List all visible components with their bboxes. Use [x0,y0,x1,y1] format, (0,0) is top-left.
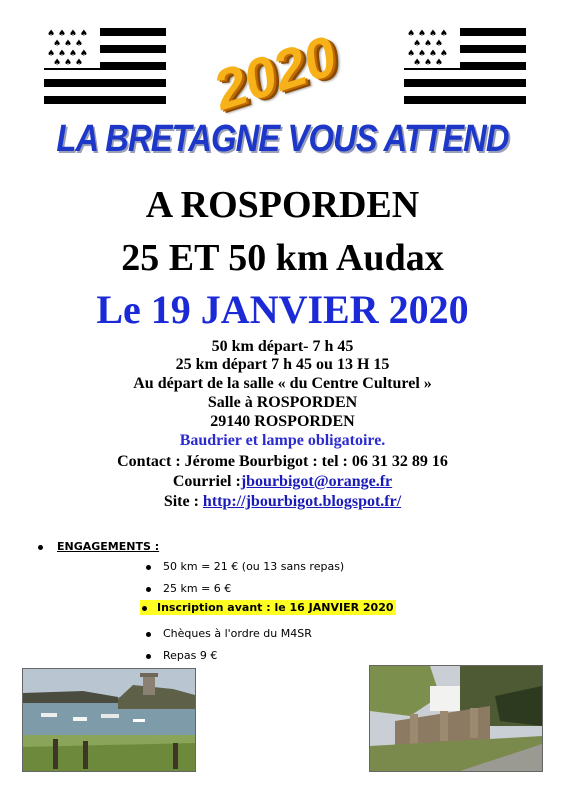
date-line: Le 19 JANVIER 2020 [96,287,469,332]
ermine-canton: ♠ ♠ ♠ ♠ ♠ ♠ ♠ ♠ ♠ ♠ ♠ ♠ ♠ ♠ [44,28,100,68]
site-prefix: Site : [163,493,203,510]
email-line [0,473,565,491]
email-prefix: Courriel : [172,473,241,490]
list-item: Repas 9 € [146,649,217,662]
bullet-icon [146,565,151,570]
engagements-heading: ENGAGEMENTS : [38,540,159,553]
breton-flag-right [404,28,526,104]
equipment-note: Baudrier et lampe obligatoire. [179,432,386,449]
list-item: 25 km = 6 € [146,582,231,595]
headline: LA BRETAGNE VOUS ATTEND [56,118,509,160]
depart-50: 50 km départ- 7 h 45 [211,338,354,355]
list-item: Chèques à l'ordre du M4SR [146,627,312,640]
salle: Salle à ROSPORDEN [207,394,358,411]
venue: Au départ de la salle « du Centre Culturel » [133,375,432,392]
location-line: A ROSPORDEN [145,184,420,226]
bullet-icon [142,606,147,611]
breton-flag-left [44,28,166,104]
bullet-icon [146,587,151,592]
email-link[interactable]: jbourbigot@orange.fr [240,473,393,490]
postcode: 29140 ROSPORDEN [210,413,355,430]
bullet-icon [146,654,151,659]
year-wordart: 2020 [205,23,344,122]
contact-line: Contact : Jérome Bourbigot : tel : 06 31 32 89 16 [117,453,448,470]
ermine-canton: ♠ ♠ ♠ ♠ ♠ ♠ ♠ ♠ ♠ ♠ ♠ ♠ ♠ ♠ [404,28,460,68]
list-item: 50 km = 21 € (ou 13 sans repas) [146,560,344,573]
stone-wall-photo [369,665,543,772]
distance-line: 25 ET 50 km Audax [121,237,444,279]
site-line [0,493,565,511]
bullet-icon [146,632,151,637]
bullet-icon [38,545,43,550]
site-link[interactable]: http://jbourbigot.blogspot.fr/ [202,493,402,510]
list-item-highlighted: Inscription avant : le 16 JANVIER 2020 [140,601,396,614]
harbour-photo [22,668,196,772]
depart-25: 25 km départ 7 h 45 ou 13 H 15 [175,356,390,373]
